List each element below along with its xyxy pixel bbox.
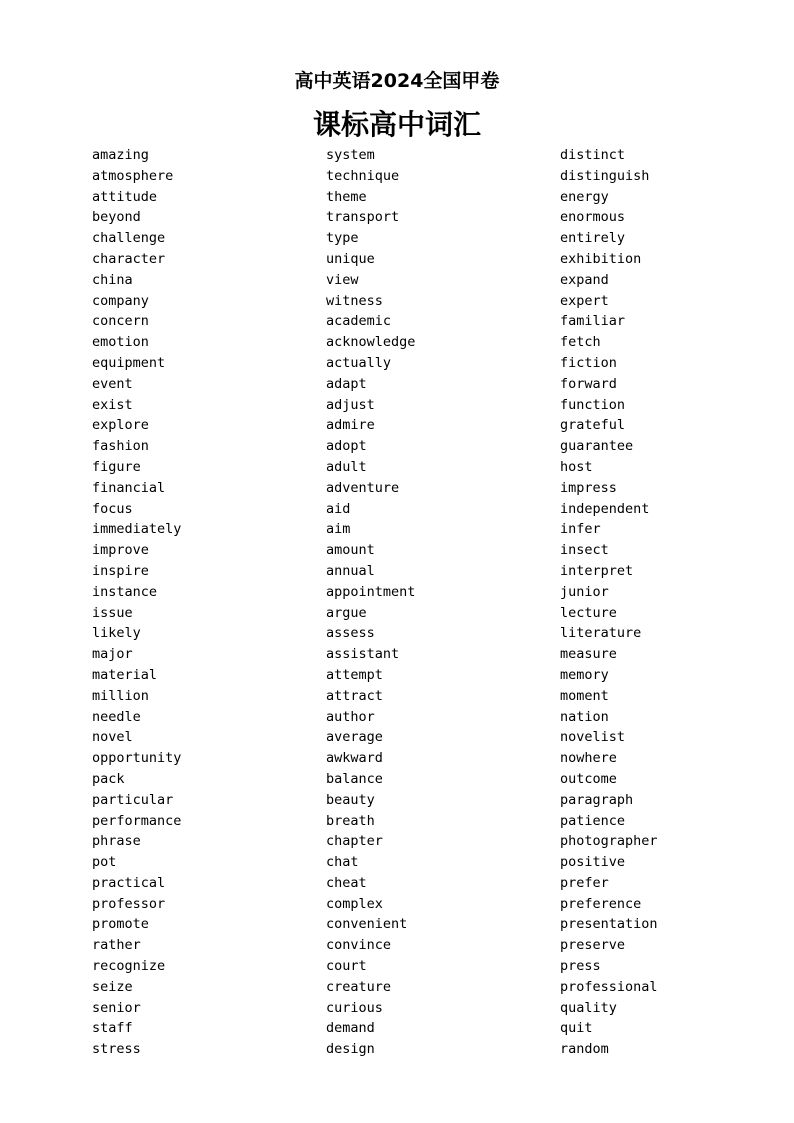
vocabulary-word: major (92, 646, 133, 663)
vocabulary-word: impress (560, 479, 617, 496)
vocabulary-word: nowhere (560, 750, 617, 767)
vocabulary-word: expert (560, 292, 609, 309)
vocabulary-word: press (560, 958, 601, 975)
vocabulary-word: aid (326, 500, 351, 517)
vocabulary-word: creature (326, 978, 392, 995)
vocabulary-word: beauty (326, 791, 375, 808)
vocabulary-word: chapter (326, 833, 383, 850)
vocabulary-word: infer (560, 521, 601, 538)
vocabulary-word: literature (560, 625, 642, 642)
vocabulary-word: random (560, 1041, 609, 1058)
vocabulary-word: figure (92, 458, 141, 475)
vocabulary-word: annual (326, 562, 375, 579)
word-column-3 (560, 145, 658, 1060)
vocabulary-word: beyond (92, 209, 141, 226)
vocabulary-word: paragraph (560, 791, 634, 808)
vocabulary-word: cheat (326, 874, 367, 891)
vocabulary-word: adult (326, 458, 367, 475)
vocabulary-word: entirely (560, 230, 626, 247)
vocabulary-word: nation (560, 708, 609, 725)
vocabulary-word: immediately (92, 521, 182, 538)
vocabulary-word: distinguish (560, 167, 650, 184)
vocabulary-word: design (326, 1041, 375, 1058)
vocabulary-word: preserve (560, 937, 626, 954)
vocabulary-word: aim (326, 521, 351, 538)
vocabulary-word: exist (92, 396, 133, 413)
vocabulary-word: presentation (560, 916, 658, 933)
vocabulary-word: host (560, 458, 593, 475)
vocabulary-word: likely (92, 625, 141, 642)
vocabulary-word: average (326, 729, 383, 746)
vocabulary-word: forward (560, 375, 617, 392)
vocabulary-word: convince (326, 937, 392, 954)
vocabulary-word: explore (92, 417, 149, 434)
vocabulary-word: outcome (560, 770, 617, 787)
vocabulary-word: transport (326, 209, 400, 226)
vocabulary-word: novel (92, 729, 133, 746)
vocabulary-word: argue (326, 604, 367, 621)
vocabulary-word: exhibition (560, 250, 642, 267)
vocabulary-word: million (92, 687, 149, 704)
vocabulary-word: prefer (560, 874, 609, 891)
vocabulary-word: assess (326, 625, 375, 642)
vocabulary-word: system (326, 147, 375, 163)
vocabulary-word: view (326, 271, 359, 288)
vocabulary-word: preference (560, 895, 642, 912)
vocabulary-word: theme (326, 188, 367, 205)
vocabulary-word: staff (92, 1020, 133, 1037)
vocabulary-word: quit (560, 1020, 593, 1037)
vocabulary-word: amount (326, 542, 375, 559)
vocabulary-word: needle (92, 708, 141, 725)
vocabulary-word: equipment (92, 354, 166, 371)
vocabulary-word: quality (560, 999, 617, 1016)
vocabulary-word: awkward (326, 750, 383, 767)
document-subtitle: 高中英语2024全国甲卷 (294, 70, 500, 92)
vocabulary-word: fetch (560, 334, 601, 351)
vocabulary-word: performance (92, 812, 182, 829)
vocabulary-word: atmosphere (92, 167, 174, 184)
vocabulary-word: inspire (92, 562, 149, 579)
vocabulary-word: interpret (560, 562, 634, 579)
vocabulary-word: chat (326, 854, 359, 871)
vocabulary-word: china (92, 271, 133, 288)
vocabulary-word: court (326, 958, 367, 975)
vocabulary-word: concern (92, 313, 149, 330)
vocabulary-word: adventure (326, 479, 400, 496)
vocabulary-word: focus (92, 500, 133, 517)
vocabulary-word: function (560, 396, 626, 413)
vocabulary-word: photographer (560, 833, 658, 850)
vocabulary-word: demand (326, 1020, 375, 1037)
vocabulary-word: practical (92, 874, 166, 891)
vocabulary-word: rather (92, 937, 141, 954)
vocabulary-word: expand (560, 271, 609, 288)
vocabulary-word: seize (92, 978, 133, 995)
vocabulary-word: stress (92, 1041, 141, 1058)
vocabulary-word: professor (92, 895, 166, 912)
vocabulary-word: independent (560, 500, 650, 517)
vocabulary-word: phrase (92, 833, 141, 850)
vocabulary-word: adjust (326, 396, 375, 413)
vocabulary-word: technique (326, 167, 400, 184)
vocabulary-word: fashion (92, 438, 149, 455)
vocabulary-word: convenient (326, 916, 408, 933)
vocabulary-word: pot (92, 854, 117, 871)
vocabulary-word: attract (326, 687, 383, 704)
vocabulary-word: positive (560, 854, 626, 871)
vocabulary-word: lecture (560, 604, 617, 621)
vocabulary-word: material (92, 666, 158, 683)
vocabulary-word: admire (326, 417, 375, 434)
vocabulary-word: distinct (560, 147, 626, 163)
vocabulary-word: grateful (560, 417, 626, 434)
vocabulary-word: fiction (560, 354, 617, 371)
vocabulary-word: character (92, 250, 166, 267)
vocabulary-word: amazing (92, 147, 149, 163)
vocabulary-word: unique (326, 250, 375, 267)
vocabulary-word: insect (560, 542, 609, 559)
vocabulary-word: academic (326, 313, 392, 330)
vocabulary-word: promote (92, 916, 149, 933)
vocabulary-word: emotion (92, 334, 149, 351)
vocabulary-word: improve (92, 542, 149, 559)
vocabulary-word: appointment (326, 583, 416, 600)
vocabulary-word: adapt (326, 375, 367, 392)
vocabulary-word: memory (560, 666, 609, 683)
vocabulary-word: breath (326, 812, 375, 829)
document-title: 课标高中词汇 (312, 108, 481, 141)
vocabulary-word: enormous (560, 209, 626, 226)
vocabulary-word: adopt (326, 438, 367, 455)
vocabulary-word: type (326, 230, 359, 247)
vocabulary-word: author (326, 708, 375, 725)
word-column-2 (326, 145, 415, 1060)
vocabulary-word: professional (560, 978, 658, 995)
vocabulary-word: issue (92, 604, 133, 621)
vocabulary-word: novelist (560, 729, 626, 746)
vocabulary-word: actually (326, 354, 392, 371)
vocabulary-word: moment (560, 687, 609, 704)
vocabulary-word: event (92, 375, 133, 392)
vocabulary-word: attempt (326, 666, 383, 683)
vocabulary-word: attitude (92, 188, 158, 205)
vocabulary-word: senior (92, 999, 141, 1016)
vocabulary-word: recognize (92, 958, 166, 975)
vocabulary-word: company (92, 292, 149, 309)
vocabulary-word: junior (560, 583, 609, 600)
vocabulary-word: energy (560, 188, 609, 205)
vocabulary-word: guarantee (560, 438, 634, 455)
vocabulary-word: acknowledge (326, 334, 416, 351)
vocabulary-word: instance (92, 583, 158, 600)
vocabulary-word: financial (92, 479, 166, 496)
word-column-1 (92, 145, 181, 1060)
vocabulary-word: challenge (92, 230, 166, 247)
vocabulary-word: particular (92, 791, 174, 808)
vocabulary-word: assistant (326, 646, 400, 663)
vocabulary-word: opportunity (92, 750, 182, 767)
vocabulary-word: witness (326, 292, 383, 309)
vocabulary-word: pack (92, 770, 125, 787)
vocabulary-word: curious (326, 999, 383, 1016)
vocabulary-word: complex (326, 895, 383, 912)
vocabulary-word: patience (560, 812, 626, 829)
vocabulary-word: balance (326, 770, 383, 787)
vocabulary-word: familiar (560, 313, 626, 330)
vocabulary-word: measure (560, 646, 617, 663)
